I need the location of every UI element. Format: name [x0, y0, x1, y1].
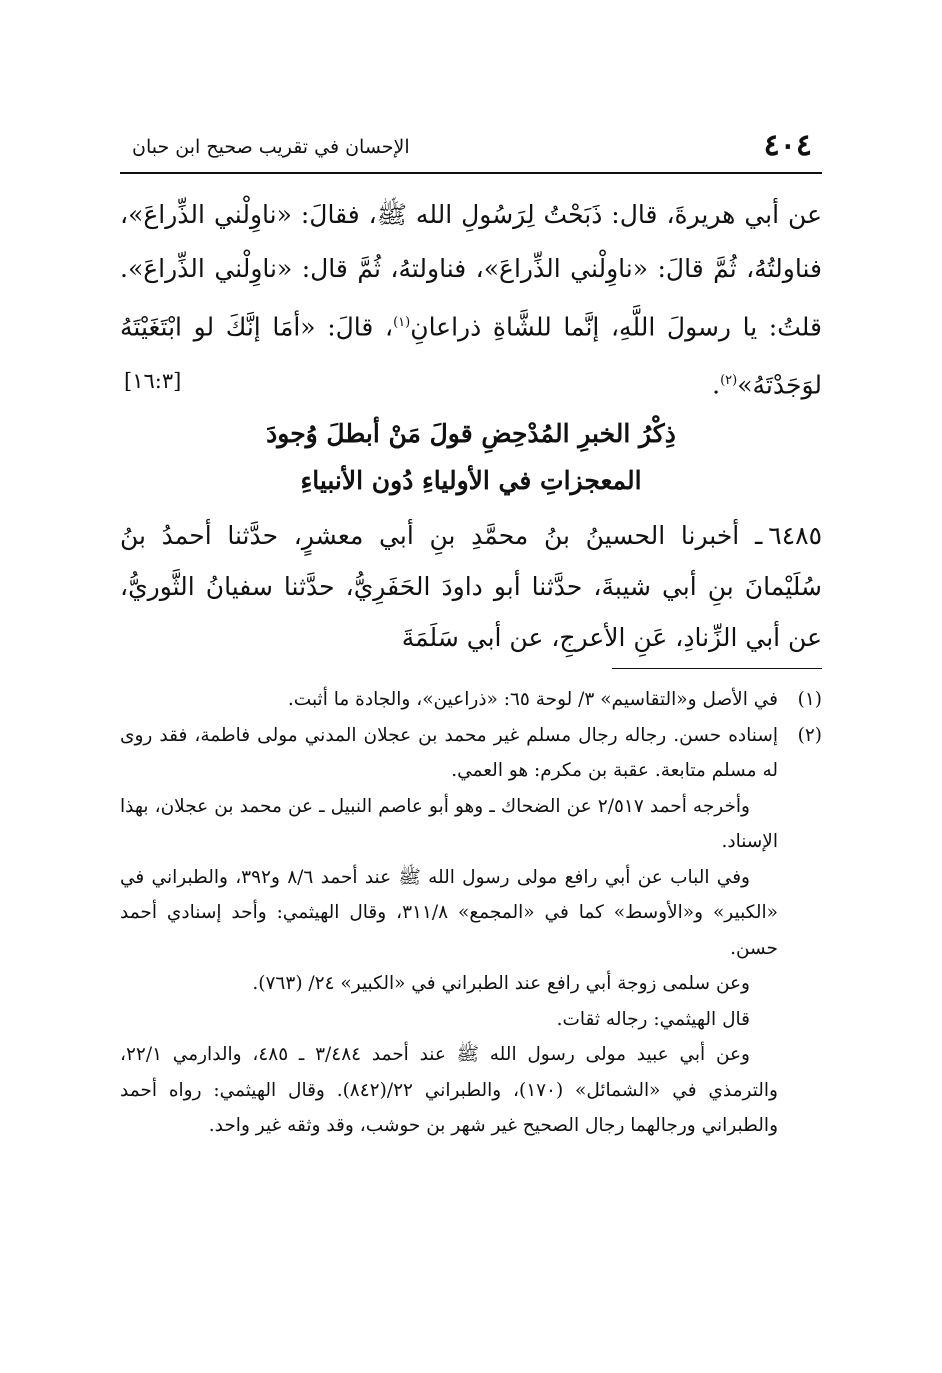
footnote-paragraph: وفي الباب عن أبي رافع مولى رسول الله ﷺ عند أحمد ٨/٦ و٣٩٢، والطبراني في «الكبير» و«الأوسط» كما في «المجمع» ٣١١/٨، وقال الهيثمي: وأحد إسنادي أحمد حسن. [120, 866, 778, 959]
footnote-paragraph: قال الهيثمي: رجاله ثقات. [556, 1008, 750, 1030]
footnote-mark: (١) [797, 689, 822, 710]
main-text [120, 188, 822, 413]
footnote-separator [612, 668, 822, 669]
hadith-entry [120, 510, 822, 663]
footnote-marker-2: (٢) [720, 373, 738, 389]
footnote-1 [120, 682, 822, 718]
header-rule [120, 172, 822, 174]
footnotes [120, 682, 822, 1144]
reference-tag: [١٦:٣] [124, 369, 182, 394]
footnote-mark: (٢) [797, 724, 822, 746]
paragraph-end: . [712, 370, 721, 400]
footnote-paragraph: وعن أبي عبيد مولى رسول الله ﷺ عند أحمد ٣/٤٨٤ ـ ٤٨٥، والدارمي ٢٢/١، والترمذي في «الشمائل» (١٧٠)، والطبراني ٢٢/(٨٤٢). وقال الهيثمي: رواه أحمد والطبراني ورجالهما رجال الصحيح غير شهر بن حوشب، وقد وثقه غير واحد. [120, 1044, 778, 1136]
chapter-heading [120, 410, 822, 504]
chapter-heading-line-2: المعجزاتِ في الأولياءِ دُون الأنبياءِ [300, 466, 642, 495]
footnote-paragraph: وعن سلمى زوجة أبي رافع عند الطبراني في «الكبير» ٢٤/ (٧٦٣). [252, 973, 750, 994]
hadith-text-paragraph [120, 188, 822, 413]
footnote-paragraph: وأخرجه أحمد ٢/٥١٧ عن الضحاك ـ وهو أبو عاصم النبيل ـ عن محمد بن عجلان، بهذا الإسناد. [120, 795, 778, 852]
paragraph-text: عن أبي هريرةَ، قال: ذَبَحْتُ لِرَسُولِ الله ﷺ، فقالَ: «ناوِلْني الذِّراعَ»، فناولتُهُ، ثُمَّ قالَ: «ناوِلْني الذِّراعَ»، فناولتهُ، ثُمَّ قال: «ناوِلْني الذِّراعَ». قلتُ: يا رسولَ اللَّهِ، إنَّما للشَّاةِ ذراعانِ [120, 200, 823, 342]
chapter-heading-line-1: ذِكْرُ الخبرِ المُدْحِضِ قولَ مَنْ أبطلَ وُجودَ [266, 419, 676, 448]
hadith-paragraph [120, 510, 822, 663]
page-number: ٤٠٤ [763, 128, 812, 163]
footnote-marker-1: (١) [393, 315, 411, 330]
footnote-paragraph: إسناده حسن. رجاله رجال مسلم غير محمد بن عجلان المدني مولى فاطمة، فقد روى له مسلم متابعة. عقبة بن مكرم: هو العمي. [120, 724, 778, 781]
footnote-body [120, 682, 778, 718]
hadith-text: ـ أخبرنا الحسينُ بنُ محمَّدِ بنِ أبي معشرٍ، حدَّثنا أحمدُ بنُ سُلَيْمانَ بنِ أبي شيبةَ، حدَّثنا أبو داودَ الحَفَرِيُّ، حدَّثنا سفيانُ الثَّوريُّ، عن أبي الزِّنادِ، عَنِ الأعرجِ، عن أبي سَلَمَةَ [120, 521, 822, 652]
footnote-body [120, 718, 778, 1144]
hadith-number: ٦٤٨٥ [768, 521, 822, 550]
footnote-2 [120, 718, 822, 1144]
page-header [120, 128, 822, 162]
running-title: الإحسان في تقريب صحيح ابن حبان [132, 136, 410, 158]
footnote-paragraph: في الأصل و«التقاسيم» ٣/ لوحة ٦٥: «ذراعين»، والجادة ما أثبت. [287, 689, 778, 710]
paragraph-text-cont: ، قالَ: «أمَا إنَّكَ لو ابْتَغَيْتَهُ لوَجَدْتَهُ» [120, 312, 822, 400]
